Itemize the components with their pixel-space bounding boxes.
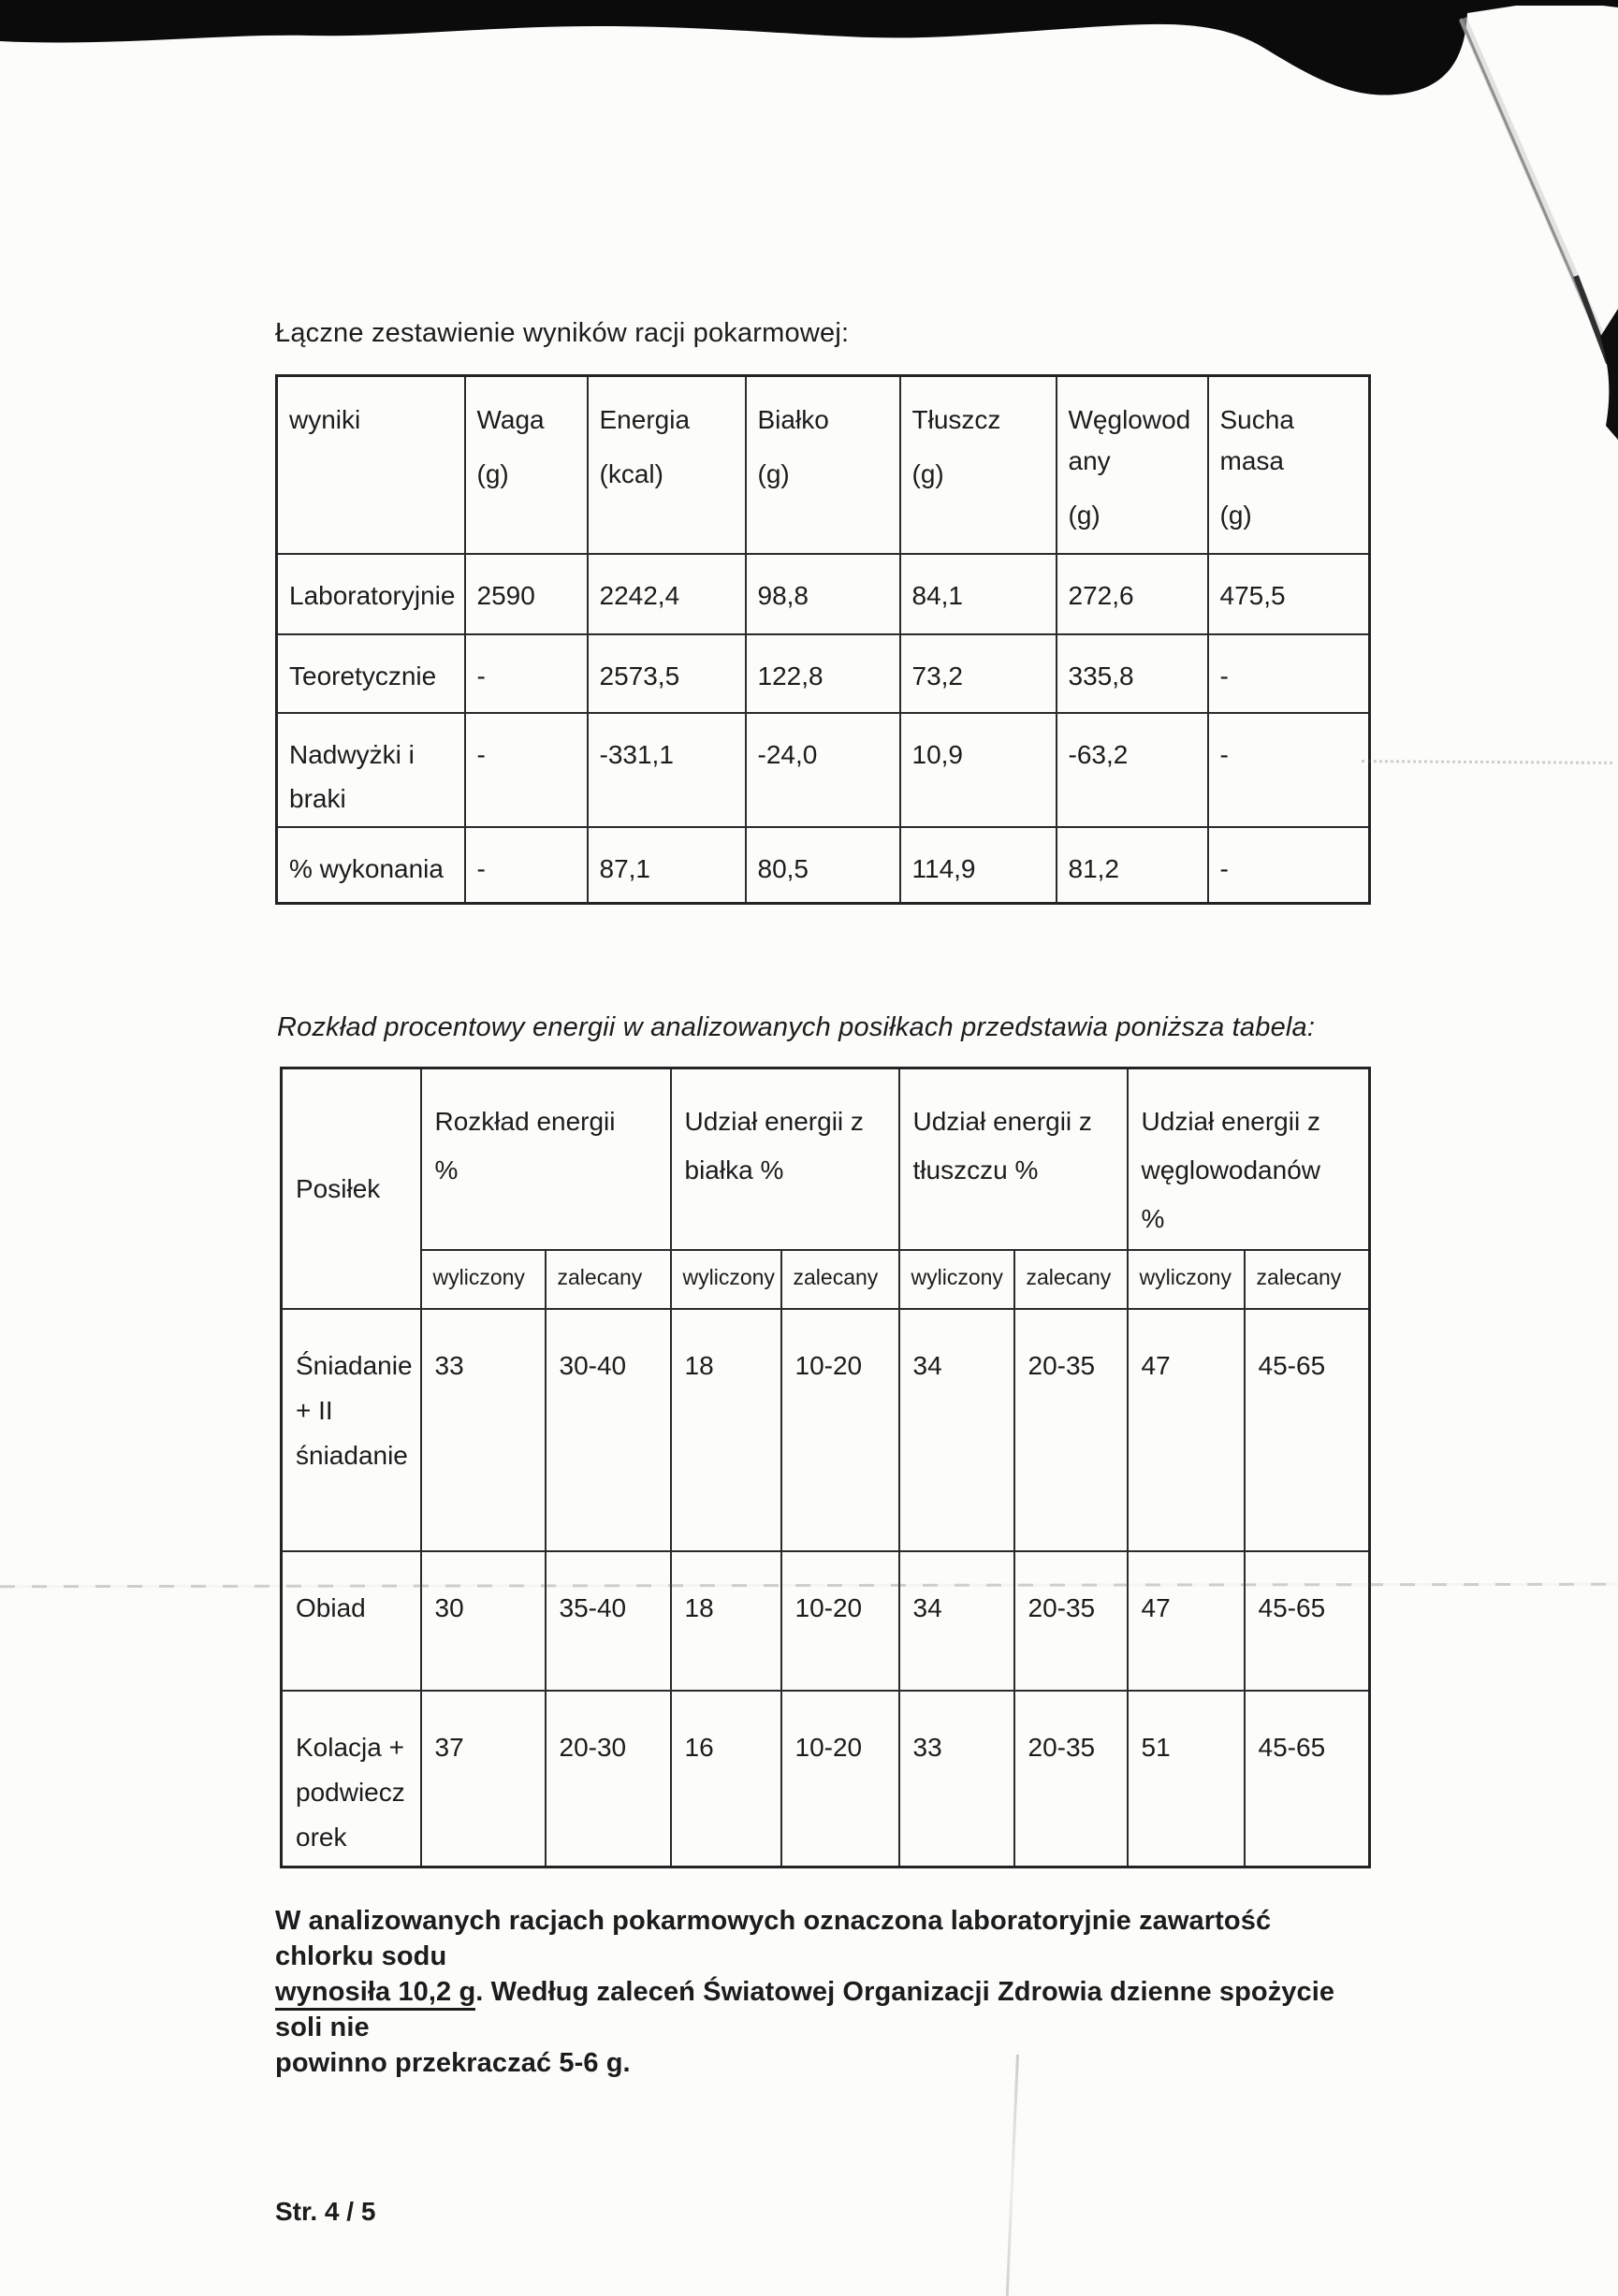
t2-value-cell: 45-65 bbox=[1245, 1691, 1370, 1867]
t2-subheader-cell: wyliczony bbox=[1128, 1250, 1245, 1309]
t1-header-line: Waga bbox=[476, 405, 545, 434]
t2-value-cell: 30-40 bbox=[546, 1309, 671, 1551]
t2-label-line: Śniadanie bbox=[296, 1351, 413, 1380]
t1-header-line: Sucha masa bbox=[1219, 405, 1294, 475]
table-row bbox=[277, 634, 1370, 713]
scan-fold-shadow bbox=[1463, 19, 1610, 357]
t2-subheader-cell: wyliczony bbox=[671, 1250, 781, 1309]
t2-label-line: orek bbox=[296, 1823, 347, 1852]
t2-header-line: białka % bbox=[684, 1155, 784, 1184]
table-row bbox=[277, 713, 1370, 827]
sodium-note-paragraph bbox=[275, 1903, 1370, 2081]
t1-value-cell: -63,2 bbox=[1057, 713, 1208, 827]
t1-header-unit: (g) bbox=[757, 459, 790, 488]
t1-value-cell: 98,8 bbox=[746, 554, 900, 634]
t2-label-line: Kolacja + bbox=[296, 1733, 404, 1762]
t1-header-line: Energia bbox=[599, 405, 691, 434]
t1-value-cell: 10,9 bbox=[900, 713, 1057, 827]
t1-header-line: Węglowod bbox=[1068, 405, 1191, 434]
t2-group-header bbox=[421, 1068, 671, 1251]
t2-value-cell: 45-65 bbox=[1245, 1309, 1370, 1551]
t2-header-line: węglowodanów bbox=[1141, 1155, 1320, 1184]
t2-value-cell: 34 bbox=[899, 1309, 1014, 1551]
t2-value-cell: 20-35 bbox=[1014, 1691, 1128, 1867]
t1-header-cell bbox=[1208, 376, 1370, 554]
t1-header-cell bbox=[746, 376, 900, 554]
t2-value-cell: 16 bbox=[671, 1691, 781, 1867]
t1-label-line: Laboratoryjnie bbox=[289, 580, 456, 610]
t1-header-line: wyniki bbox=[289, 405, 361, 434]
t2-label-line: + II bbox=[296, 1396, 333, 1425]
scan-black-top-edge bbox=[0, 0, 1618, 95]
t2-subheader-cell: zalecany bbox=[781, 1250, 899, 1309]
t2-subheader-cell: zalecany bbox=[1014, 1250, 1128, 1309]
t1-value-cell: - bbox=[465, 713, 588, 827]
t2-label-line: podwiecz bbox=[296, 1778, 405, 1807]
t2-value-cell: 51 bbox=[1128, 1691, 1245, 1867]
t2-group-header-row bbox=[282, 1068, 1370, 1251]
t1-header-row bbox=[277, 376, 1370, 554]
paragraph-line: W analizowanych racjach pokarmowych oznaczona laboratoryjnie zawartość chlorku sodu bbox=[275, 1906, 1272, 1971]
t1-value-cell: 272,6 bbox=[1057, 554, 1208, 634]
t1-header-cell bbox=[1057, 376, 1208, 554]
t1-value-cell: 80,5 bbox=[746, 827, 900, 904]
table1-title: Łączne zestawienie wyników racji pokarmowej: bbox=[275, 318, 850, 348]
t1-value-cell: - bbox=[1208, 634, 1370, 713]
t2-subheader-cell: zalecany bbox=[1245, 1250, 1370, 1309]
t1-header-unit: (g) bbox=[476, 459, 509, 488]
t1-header-line: Białko bbox=[757, 405, 829, 434]
t1-header-unit: (g) bbox=[1068, 501, 1101, 530]
table2-title: Rozkład procentowy energii w analizowanych posiłkach przedstawia poniższa tabela: bbox=[277, 1012, 1316, 1042]
t2-subheader-cell: wyliczony bbox=[421, 1250, 546, 1309]
t1-value-cell: - bbox=[465, 827, 588, 904]
t2-value-cell: 33 bbox=[421, 1309, 546, 1551]
t1-value-cell: 84,1 bbox=[900, 554, 1057, 634]
daily-ration-summary-table bbox=[275, 374, 1371, 905]
t2-header-line: Udział energii z bbox=[1141, 1107, 1320, 1136]
t2-value-cell: 20-30 bbox=[546, 1691, 671, 1867]
t1-header-cell bbox=[465, 376, 588, 554]
t2-value-cell: 10-20 bbox=[781, 1691, 899, 1867]
t2-row-label bbox=[282, 1551, 421, 1691]
t1-header-unit: (kcal) bbox=[599, 459, 663, 488]
t2-value-cell: 10-20 bbox=[781, 1551, 899, 1691]
t2-header-line: Udział energii z bbox=[684, 1107, 864, 1136]
t1-label-line: Teoretycznie bbox=[289, 661, 437, 690]
table-row bbox=[282, 1551, 1370, 1691]
faint-scan-smudge bbox=[1362, 760, 1612, 764]
t1-value-cell: - bbox=[465, 634, 588, 713]
scan-right-wedge bbox=[1600, 309, 1618, 440]
t1-value-cell: - bbox=[1208, 713, 1370, 827]
t2-value-cell: 10-20 bbox=[781, 1309, 899, 1551]
t1-header-unit: (g) bbox=[911, 459, 944, 488]
t2-group-header bbox=[1128, 1068, 1370, 1251]
t2-value-cell: 20-35 bbox=[1014, 1551, 1128, 1691]
t2-value-cell: 47 bbox=[1128, 1551, 1245, 1691]
underlined-value: wynosiła 10,2 g bbox=[275, 1977, 475, 2011]
t2-value-cell: 35-40 bbox=[546, 1551, 671, 1691]
page-number: Str. 4 / 5 bbox=[275, 2197, 376, 2226]
t1-value-cell: 2573,5 bbox=[588, 634, 746, 713]
table-row bbox=[277, 554, 1370, 634]
t2-value-cell: 47 bbox=[1128, 1309, 1245, 1551]
t1-label-line: % wykonania bbox=[289, 853, 444, 883]
t2-value-cell: 30 bbox=[421, 1551, 546, 1691]
table-row bbox=[282, 1691, 1370, 1867]
t1-value-cell: 114,9 bbox=[900, 827, 1057, 904]
t1-header-cell bbox=[588, 376, 746, 554]
table-row bbox=[282, 1309, 1370, 1551]
t1-value-cell: -24,0 bbox=[746, 713, 900, 827]
t1-value-cell: 2590 bbox=[465, 554, 588, 634]
scan-fold-line-dark bbox=[1576, 276, 1609, 363]
scan-fold-line bbox=[1461, 19, 1606, 354]
t1-header-unit: (g) bbox=[1219, 501, 1252, 530]
t1-value-cell: 81,2 bbox=[1057, 827, 1208, 904]
t2-group-header bbox=[671, 1068, 899, 1251]
paragraph-line: powinno przekraczać 5-6 g. bbox=[275, 2048, 631, 2078]
t2-header-line: % bbox=[434, 1155, 459, 1184]
t2-posilek-header bbox=[282, 1068, 421, 1310]
t2-value-cell: 33 bbox=[899, 1691, 1014, 1867]
t2-value-cell: 20-35 bbox=[1014, 1309, 1128, 1551]
t2-header-line: tłuszczu % bbox=[912, 1155, 1039, 1184]
t1-row-label bbox=[277, 634, 465, 713]
t1-value-cell: - bbox=[1208, 827, 1370, 904]
t2-subheader-cell: zalecany bbox=[546, 1250, 671, 1309]
t2-row-label bbox=[282, 1309, 421, 1551]
t1-value-cell: 475,5 bbox=[1208, 554, 1370, 634]
paragraph-text: . Według zaleceń Światowej Organizacji Zdrowia dzienne spożycie soli nie bbox=[275, 1977, 1335, 2042]
t2-header-line: Posiłek bbox=[296, 1173, 381, 1203]
t1-header-line: Tłuszcz bbox=[911, 405, 1001, 434]
t2-subheader-cell: wyliczony bbox=[899, 1250, 1014, 1309]
t2-label-line: śniadanie bbox=[296, 1441, 408, 1470]
t1-value-cell: 122,8 bbox=[746, 634, 900, 713]
t2-header-line: % bbox=[1141, 1204, 1165, 1233]
t1-row-label bbox=[277, 554, 465, 634]
t2-value-cell: 18 bbox=[671, 1309, 781, 1551]
t1-header-cell bbox=[900, 376, 1057, 554]
t2-header-line: Udział energii z bbox=[912, 1107, 1092, 1136]
t1-label-line: braki bbox=[289, 783, 346, 813]
t2-row-label bbox=[282, 1691, 421, 1867]
t1-header-cell bbox=[277, 376, 465, 554]
table-row bbox=[277, 827, 1370, 904]
t2-value-cell: 37 bbox=[421, 1691, 546, 1867]
t1-value-cell: 2242,4 bbox=[588, 554, 746, 634]
t2-group-header bbox=[899, 1068, 1128, 1251]
paragraph-line bbox=[275, 1974, 1370, 2045]
t1-value-cell: -331,1 bbox=[588, 713, 746, 827]
t2-value-cell: 18 bbox=[671, 1551, 781, 1691]
t2-label-line: Obiad bbox=[296, 1593, 366, 1622]
t1-header-line: any bbox=[1068, 446, 1111, 475]
t1-row-label bbox=[277, 827, 465, 904]
t1-label-line: Nadwyżki i bbox=[289, 739, 415, 769]
t1-value-cell: 87,1 bbox=[588, 827, 746, 904]
meal-energy-distribution-table bbox=[280, 1067, 1371, 1868]
t1-value-cell: 73,2 bbox=[900, 634, 1057, 713]
t1-value-cell: 335,8 bbox=[1057, 634, 1208, 713]
t2-header-line: Rozkład energii bbox=[434, 1107, 616, 1136]
t2-subheader-row bbox=[282, 1250, 1370, 1309]
vertical-fold-crease bbox=[1006, 2055, 1019, 2296]
t2-value-cell: 45-65 bbox=[1245, 1551, 1370, 1691]
t1-row-label bbox=[277, 713, 465, 827]
t2-value-cell: 34 bbox=[899, 1551, 1014, 1691]
scan-corner-streak bbox=[1591, 0, 1618, 7]
